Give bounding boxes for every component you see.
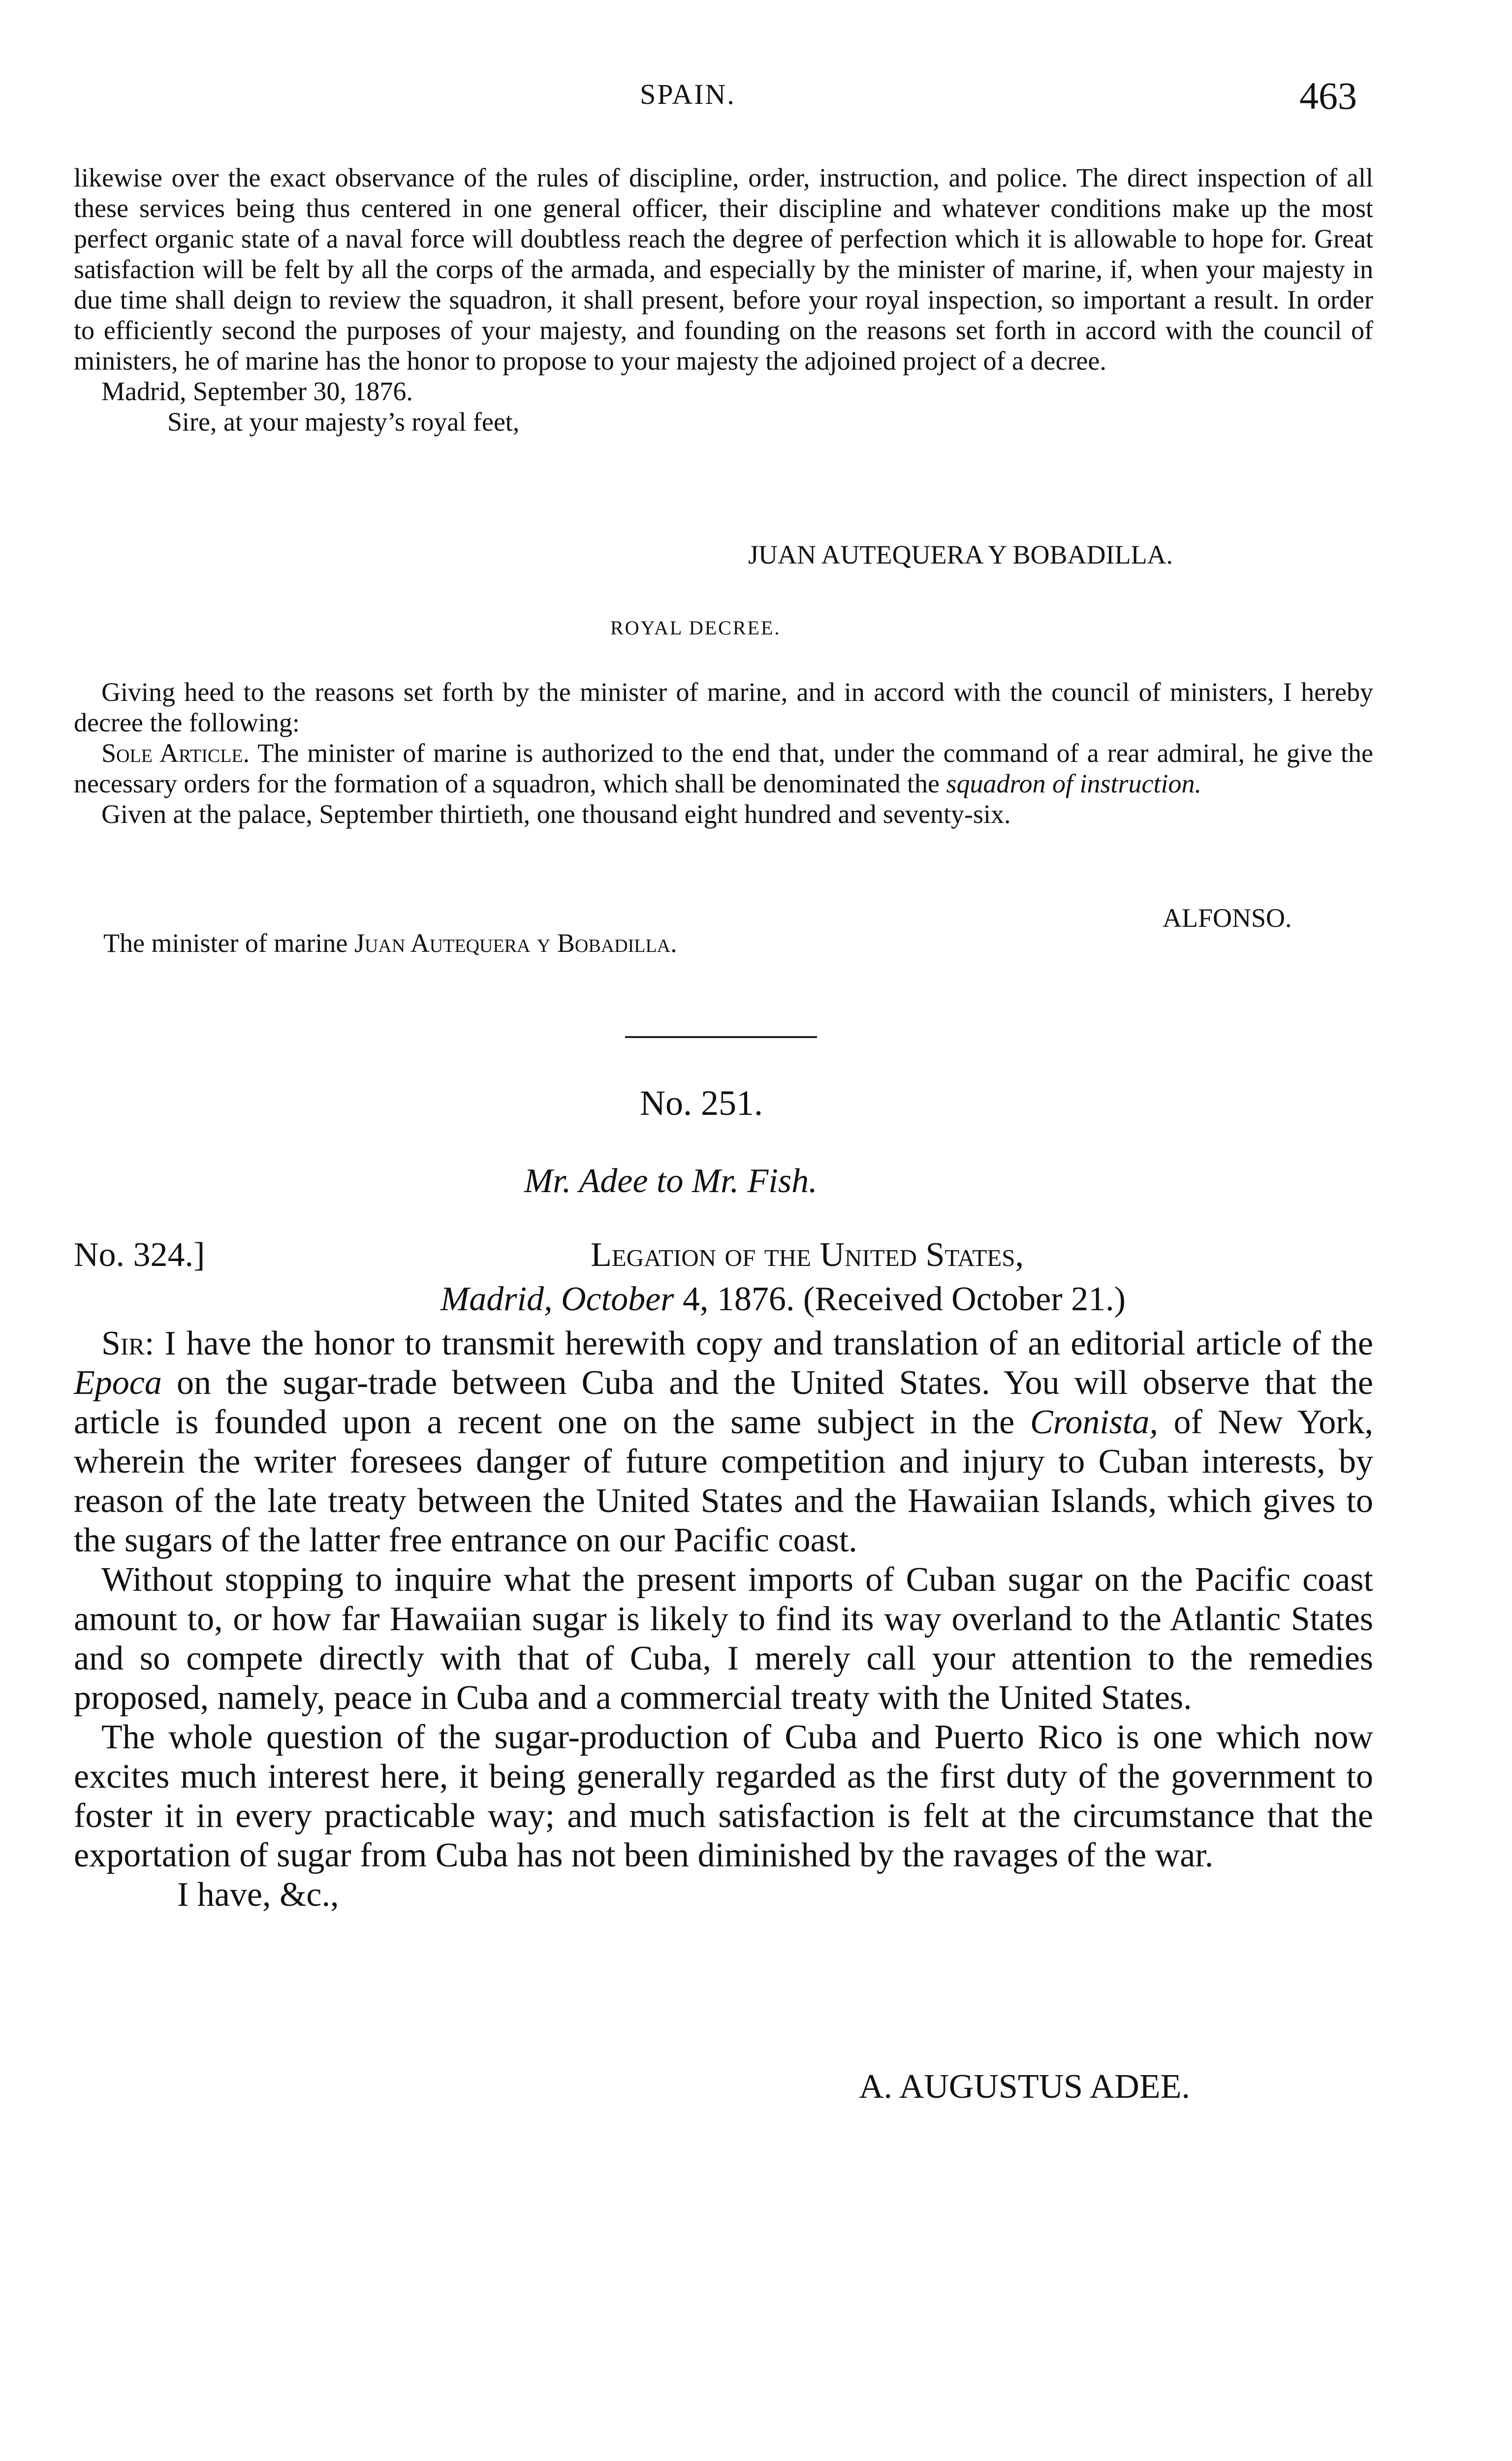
letter-salutation: Sir: xyxy=(101,1325,155,1362)
report-salutation: Sire, at your majesty’s royal feet, xyxy=(167,407,520,437)
decree-article-text: The minister of marine is authorized to the end that, under the command of a rear admiral, he give the necessary orders for the formation of a squadron, which shall be denominated the xyxy=(74,738,1373,798)
section-divider xyxy=(625,1036,817,1038)
letter-p1-text-a: I have the honor to transmit herewith copy and translation of an editorial article of the xyxy=(164,1325,1373,1362)
report-place-date: Madrid, September 30, 1876. xyxy=(101,377,413,406)
letter-p1-text-b: on the sugar-trade between Cuba and the United States. You will observe that the article is founded upon a recent one on the same subject in the xyxy=(74,1364,1373,1441)
royal-decree-heading: ROYAL DECREE. xyxy=(610,617,781,639)
letter-paragraph-2: Without stopping to inquire what the present imports of Cuban sugar on the Pacific coast amount to, or how far Hawaiian sugar is likely to find its way overland to the Atlantic States and so compete directly with that of Cuba, I merely call your attention to the remedies proposed, namely, peace in Cuba and a commercial treaty with the United States. xyxy=(74,1561,1373,1717)
letter-paragraph-3: The whole question of the sugar-production of Cuba and Puerto Rico is one which now excites much interest here, it being generally regarded as the first duty of the government to foster it in every practicable way; and much satisfaction is felt at the circumstance that the exportation of sugar from Cuba has not been diminished by the ravages of the war. xyxy=(74,1718,1373,1874)
decree-countersign-prefix: The minister of marine xyxy=(103,928,348,958)
report-text: likewise over the exact observance of the rules of discipline, order, instruction, and police. The direct inspection of all these services being thus centered in one general officer, their discipline and whatever conditions make up the most perfect organic state of a naval force will doubtless reach the degree of perfection which it is allowable to hope for. Great satisfaction will be felt by all the corps of the armada, and especially by the minister of marine, if, when your majesty in due time shall deign to review the squadron, it shall present, before your royal inspection, so important a result. In order to efficiently second the purposes of your majesty, and founding on the reasons set forth in accord with the council of ministers, he of marine has the honor to propose to your majesty the adjoined project of a decree. xyxy=(74,163,1373,376)
decree-intro: Giving heed to the reasons set forth by the minister of marine, and in accord with the council of ministers, I hereby decree the following: xyxy=(74,677,1373,737)
letter-signature: A. AUGUSTUS ADEE. xyxy=(859,2068,1190,2106)
letter-p1-cronista: Cronista, xyxy=(1030,1403,1158,1441)
letter-dateline xyxy=(441,1280,1126,1319)
decree-countersign-name: Juan Autequera y Bobadilla. xyxy=(354,928,677,958)
dateline-received: (Received October 21.) xyxy=(803,1280,1126,1318)
decree-article-italic: squadron of instruction. xyxy=(946,769,1201,798)
decree-article xyxy=(74,738,1373,799)
decree-signature: ALFONSO. xyxy=(1163,903,1292,933)
decree-given: Given at the palace, September thirtieth, one thousand eight hundred and seventy-six. xyxy=(101,799,1011,829)
letter-paragraph-1 xyxy=(74,1324,1373,1560)
letter-p1-text-c: of New York, wherein the writer foresees danger of future competition and injury to Cuban interests, by reason of the late treaty between the United States and the Hawaiian Islands, which gives to the sugars of the latter free entrance on our Pacific coast. xyxy=(74,1403,1374,1559)
dateline-place: Madrid, xyxy=(441,1280,553,1318)
royal-decree-body xyxy=(74,677,1373,829)
report-signature: JUAN AUTEQUERA Y BOBADILLA. xyxy=(748,540,1173,569)
page-number: 463 xyxy=(1299,74,1357,117)
letter-p1-epoca: Epoca xyxy=(74,1364,162,1402)
dispatch-number: No. 324.] xyxy=(74,1236,205,1274)
letter-title: Mr. Adee to Mr. Fish. xyxy=(524,1162,818,1200)
running-head: SPAIN. xyxy=(640,78,736,110)
letter-body xyxy=(74,1324,1373,1915)
decree-article-label: Sole Article. xyxy=(101,738,250,768)
report-paragraph xyxy=(74,162,1373,437)
decree-countersign xyxy=(103,928,677,958)
letter-number: No. 251. xyxy=(640,1083,763,1123)
dateline-month: October xyxy=(561,1280,674,1318)
legation-heading: Legation of the United States, xyxy=(591,1236,1024,1274)
letter-closing: I have, &c., xyxy=(177,1876,339,1914)
dateline-day: 4, 1876. xyxy=(682,1280,795,1318)
